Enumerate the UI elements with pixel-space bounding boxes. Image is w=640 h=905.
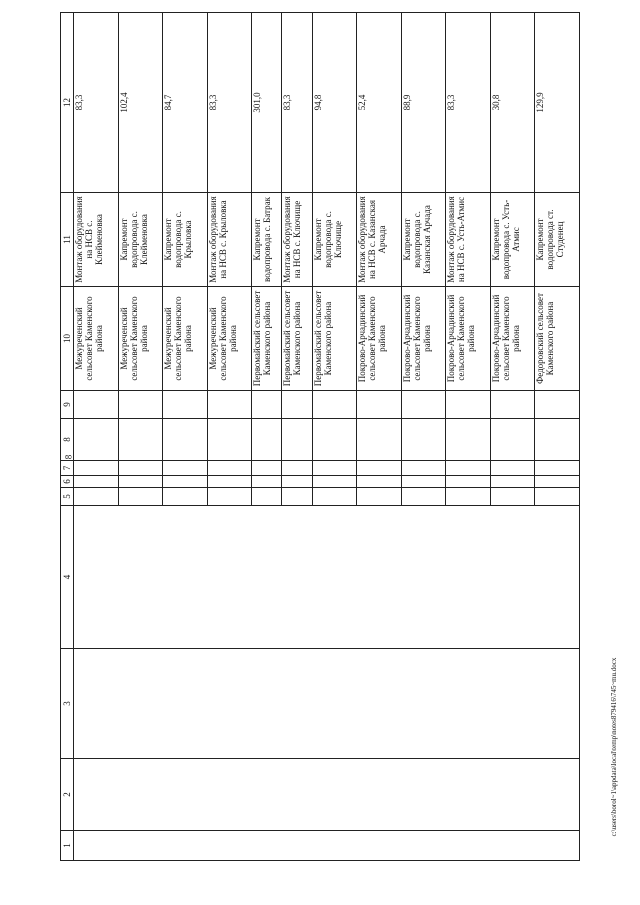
empty-cell <box>74 488 119 506</box>
council-cell: Межуреченский сельсовет Каменского района <box>74 287 119 391</box>
empty-cell <box>357 476 402 488</box>
empty-cell <box>118 419 163 461</box>
empty-cell <box>282 461 312 476</box>
empty-cell <box>357 391 402 419</box>
empty-cell <box>74 759 580 831</box>
header-row <box>61 13 74 861</box>
value-cell: 94,8 <box>312 13 357 193</box>
empty-cell <box>163 419 208 461</box>
value-cell: 88,9 <box>401 13 446 193</box>
empty-cell <box>312 391 357 419</box>
work-cell: Капремонт водопровода с. Усть-Атмис <box>490 193 535 287</box>
empty-cell <box>74 649 580 759</box>
table-row <box>74 13 119 861</box>
value-cell: 129,9 <box>535 13 580 193</box>
rotated-table-container <box>60 13 580 861</box>
empty-cell <box>282 488 312 506</box>
empty-cell <box>535 476 580 488</box>
empty-cell <box>446 419 491 461</box>
empty-cell <box>401 419 446 461</box>
empty-cell <box>74 476 119 488</box>
header-cell-3: 3 <box>61 649 74 759</box>
work-cell: Монтаж оборудования на НСВ с. Казанская Арчада <box>357 193 402 287</box>
council-cell: Межуреченский сельсовет Каменского района <box>118 287 163 391</box>
empty-cell <box>74 419 119 461</box>
empty-cell <box>535 488 580 506</box>
empty-cell <box>163 488 208 506</box>
header-cell-8: 8 <box>61 419 74 461</box>
council-cell: Покрово-Арчадинский сельсовет Каменского района <box>401 287 446 391</box>
header-cell-5: 5 <box>61 488 74 506</box>
empty-cell <box>207 391 252 419</box>
value-cell: 83,3 <box>207 13 252 193</box>
header-cell-11: 11 <box>61 193 74 287</box>
empty-cell <box>490 476 535 488</box>
empty-cell <box>282 419 312 461</box>
empty-cell <box>74 461 119 476</box>
empty-cell <box>118 488 163 506</box>
page-number: 8 <box>63 454 74 460</box>
header-cell-10: 10 <box>61 287 74 391</box>
empty-cell <box>252 476 282 488</box>
empty-cell <box>282 476 312 488</box>
empty-cell <box>207 488 252 506</box>
empty-cell <box>490 461 535 476</box>
work-cell: Капремонт водопровода с. Казанская Арчада <box>401 193 446 287</box>
footer-file-path: c:\users\borol~1\appdata\local\temp\notes879416\745~mu.docx <box>610 657 618 837</box>
empty-cell <box>357 488 402 506</box>
empty-cell <box>252 461 282 476</box>
empty-cell <box>118 461 163 476</box>
empty-cell <box>163 391 208 419</box>
work-cell: Монтаж оборудования на НСВ с. Клейменовка <box>74 193 119 287</box>
council-cell: Покрово-Арчадинский сельсовет Каменского района <box>490 287 535 391</box>
work-cell: Капремонт водопровода с. Батрак <box>252 193 282 287</box>
header-cell-4: 4 <box>61 506 74 649</box>
value-cell: 30,8 <box>490 13 535 193</box>
empty-cell <box>74 391 119 419</box>
empty-cell <box>446 391 491 419</box>
empty-cell <box>312 419 357 461</box>
header-cell-2: 2 <box>61 759 74 831</box>
empty-cell <box>535 461 580 476</box>
empty-cell <box>282 391 312 419</box>
empty-cell <box>118 391 163 419</box>
empty-cell <box>207 476 252 488</box>
empty-cell <box>490 419 535 461</box>
council-cell: Первомайский сельсовет Каменского района <box>252 287 282 391</box>
empty-cell <box>312 488 357 506</box>
header-cell-6: 6 <box>61 476 74 488</box>
empty-cell <box>446 488 491 506</box>
empty-cell <box>163 476 208 488</box>
council-cell: Первомайский сельсовет Каменского района <box>312 287 357 391</box>
work-cell: Капремонт водопровода ст. Студенец <box>535 193 580 287</box>
header-cell-7: 7 <box>61 461 74 476</box>
empty-cell <box>490 488 535 506</box>
value-cell: 83,3 <box>74 13 119 193</box>
value-cell: 83,3 <box>446 13 491 193</box>
value-cell: 301,0 <box>252 13 282 193</box>
value-cell: 83,3 <box>282 13 312 193</box>
empty-cell <box>207 461 252 476</box>
empty-cell <box>163 461 208 476</box>
empty-cell <box>401 488 446 506</box>
work-cell: Капремонт водопровода с. Клейменовка <box>118 193 163 287</box>
work-cell: Монтаж оборудования на НСВ с. Усть-Атмис <box>446 193 491 287</box>
empty-cell <box>252 419 282 461</box>
value-cell: 52,4 <box>357 13 402 193</box>
work-cell: Капремонт водопровода с. Крыловка <box>163 193 208 287</box>
data-table <box>60 12 580 861</box>
empty-cell <box>446 461 491 476</box>
empty-cell <box>74 831 580 861</box>
council-cell: Первомайский сельсовет Каменского района <box>282 287 312 391</box>
empty-cell <box>74 506 580 649</box>
empty-cell <box>312 461 357 476</box>
empty-cell <box>490 391 535 419</box>
empty-cell <box>357 419 402 461</box>
empty-cell <box>535 391 580 419</box>
work-cell: Монтаж оборудования на НСВ с. Крыловка <box>207 193 252 287</box>
empty-cell <box>446 476 491 488</box>
council-cell: Межуреченский сельсовет Каменского района <box>163 287 208 391</box>
value-cell: 102,4 <box>118 13 163 193</box>
empty-cell <box>118 476 163 488</box>
work-cell: Капремонт водопровода с. Ключище <box>312 193 357 287</box>
council-cell: Межуреченский сельсовет Каменского района <box>207 287 252 391</box>
work-cell: Монтаж оборудования на НСВ с. Ключище <box>282 193 312 287</box>
empty-cell <box>357 461 402 476</box>
empty-cell <box>207 419 252 461</box>
council-cell: Федоровский сельсовет Каменского района <box>535 287 580 391</box>
empty-cell <box>401 476 446 488</box>
empty-cell <box>401 391 446 419</box>
empty-cell <box>312 476 357 488</box>
council-cell: Покрово-Арчадинский сельсовет Каменского района <box>446 287 491 391</box>
header-cell-9: 9 <box>61 391 74 419</box>
value-cell: 84,7 <box>163 13 208 193</box>
header-cell-12: 12 <box>61 13 74 193</box>
empty-cell <box>252 391 282 419</box>
empty-cell <box>401 461 446 476</box>
empty-cell <box>535 419 580 461</box>
council-cell: Покрово-Арчадинский сельсовет Каменского района <box>357 287 402 391</box>
empty-cell <box>252 488 282 506</box>
header-cell-1: 1 <box>61 831 74 861</box>
